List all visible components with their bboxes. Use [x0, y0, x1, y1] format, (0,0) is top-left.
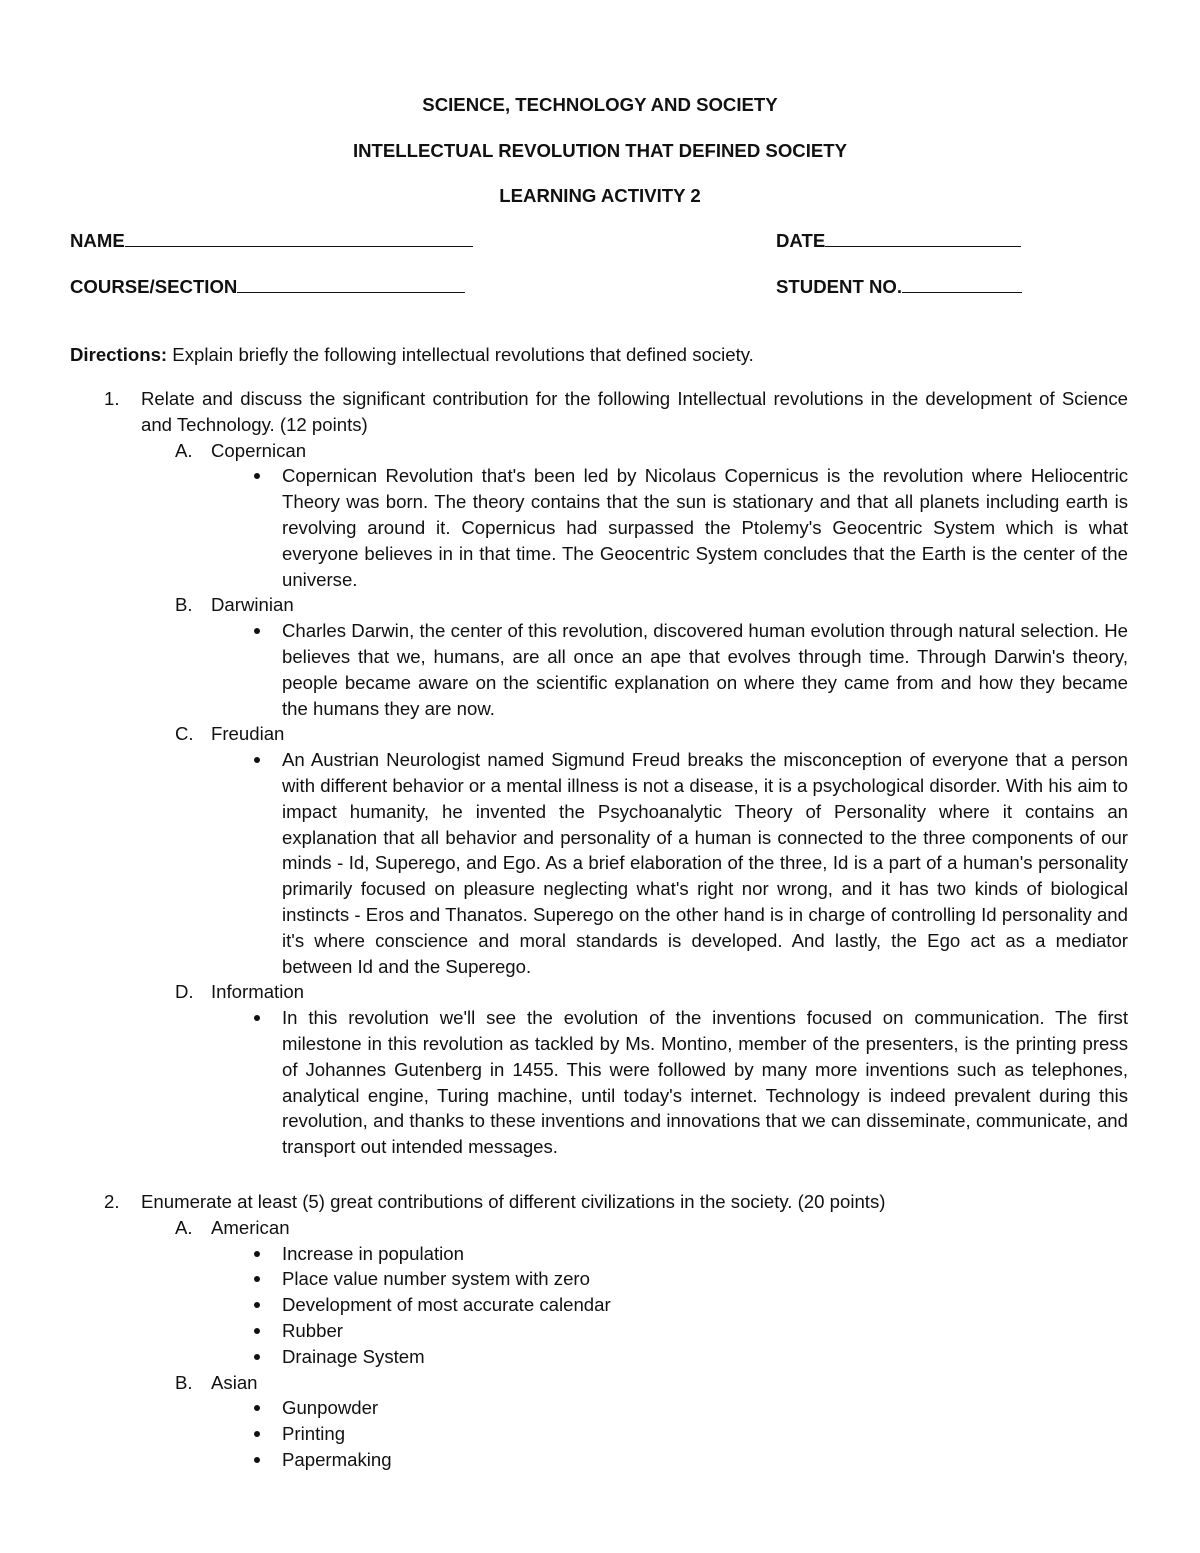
list-item: Increase in population [282, 1241, 1128, 1267]
question-number: 2. [104, 1191, 120, 1212]
directions-text: Explain briefly the following intellectual revolutions that defined society. [167, 344, 754, 365]
list-item: Printing [282, 1421, 1128, 1447]
course-title: SCIENCE, TECHNOLOGY AND SOCIETY [422, 94, 778, 115]
list-item: Copernican Revolution that's been led by Nicolaus Copernicus is the revolution where Heliocentric Theory was born. The theory contains that the sun is stationary and that all planets including earth is revolving around it. Copernicus had surpassed the Ptolemy's Geocentric System which is what everyone believes in in that time. The Geocentric System concludes that the Earth is the center of the universe. [282, 463, 1128, 592]
section-title: Asian [211, 1371, 258, 1393]
activity-title: LEARNING ACTIVITY 2 [499, 185, 701, 206]
list-item: Place value number system with zero [282, 1266, 1128, 1292]
section-title: American [211, 1216, 290, 1238]
section-letter: A. [175, 1216, 193, 1238]
date-field [776, 230, 1021, 252]
section-title: Darwinian [211, 594, 294, 616]
date-label: DATE [776, 230, 826, 251]
list-item: Drainage System [282, 1344, 1128, 1370]
list-item: Charles Darwin, the center of this revolution, discovered human evolution through natural selection. He believes that we, humans, are all once an ape that evolves through time. Through Darwin's theory, people became aware on the scientific explanation on where they came from and how they became the humans they are now. [282, 618, 1128, 721]
section-american [175, 1215, 1128, 1241]
section-title: Freudian [211, 723, 285, 745]
topic-title: INTELLECTUAL REVOLUTION THAT DEFINED SOCIETY [352, 140, 848, 161]
bullet-list [282, 1241, 1128, 1370]
bullet-list [282, 463, 1128, 592]
list-item: Rubber [282, 1318, 1128, 1344]
list-item: In this revolution we'll see the evolution of the inventions focused on communication. The first milestone in this revolution as tackled by Ms. Montino, member of the presenters, is the printing press of Johannes Gutenberg in 1455. This were followed by many more inventions such as telephones, analytical engine, Turing machine, until today's internet. Technology is indeed prevalent during this revolution, and thanks to these inventions and innovations that we can disseminate, communicate, and transport out intended messages. [282, 1005, 1128, 1160]
question-text: Enumerate at least (5) great contributions of different civilizations in the society. (20 points) [141, 1191, 886, 1212]
bullet-list [282, 618, 1128, 721]
question-2 [70, 1189, 1128, 1473]
name-label: NAME [70, 230, 125, 251]
directions-label: Directions: [70, 344, 168, 365]
directions [70, 342, 1130, 368]
section-asian [175, 1370, 1128, 1396]
section-freudian [175, 721, 1128, 747]
section-copernican [175, 438, 1128, 464]
section-letter: C. [175, 723, 194, 745]
list-item: Papermaking [282, 1447, 1128, 1473]
section-letter: D. [175, 981, 194, 1003]
course-section-label: COURSE/SECTION [70, 276, 238, 297]
section-darwinian [175, 592, 1128, 618]
section-title: Information [211, 981, 305, 1003]
student-no-blank-line[interactable] [902, 276, 1022, 293]
section-letter: A. [175, 439, 193, 461]
bullet-list [282, 747, 1128, 979]
question-text: Relate and discuss the significant contribution for the following Intellectual revolutions in the development of Science and Technology. (12 points) [141, 388, 1128, 435]
bullet-list [282, 1395, 1128, 1472]
name-blank-line[interactable] [125, 230, 473, 247]
list-item: An Austrian Neurologist named Sigmund Freud breaks the misconception of everyone that a person with different behavior or a mental illness is not a disease, it is a psychological disorder. With his aim to impact humanity, he invented the Psychoanalytic Theory of Personality where it contains an explanation that all behavior and personality of a human is connected to the three components of our minds - Id, Superego, and Ego. As a brief elaboration of the three, Id is a part of a human's personality primarily focused on pleasure neglecting what's right nor wrong, and it has two kinds of biological instincts - Eros and Thanatos. Superego on the other hand is in charge of controlling Id personality and it's where conscience and moral standards is developed. And lastly, the Ego act as a mediator between Id and the Superego. [282, 747, 1128, 979]
section-letter: B. [175, 594, 193, 616]
list-item: Development of most accurate calendar [282, 1292, 1128, 1318]
student-no-label: STUDENT NO. [776, 276, 903, 297]
course-section-field [70, 276, 465, 298]
question-number: 1. [104, 388, 120, 409]
section-letter: B. [175, 1371, 193, 1393]
date-blank-line[interactable] [825, 230, 1021, 247]
bullet-list [282, 1005, 1128, 1160]
list-item: Gunpowder [282, 1395, 1128, 1421]
name-field [70, 230, 473, 252]
section-information [175, 979, 1128, 1005]
course-section-blank-line[interactable] [237, 276, 465, 293]
student-no-field [776, 276, 1022, 298]
question-1 [70, 386, 1128, 1160]
section-title: Copernican [211, 439, 307, 461]
